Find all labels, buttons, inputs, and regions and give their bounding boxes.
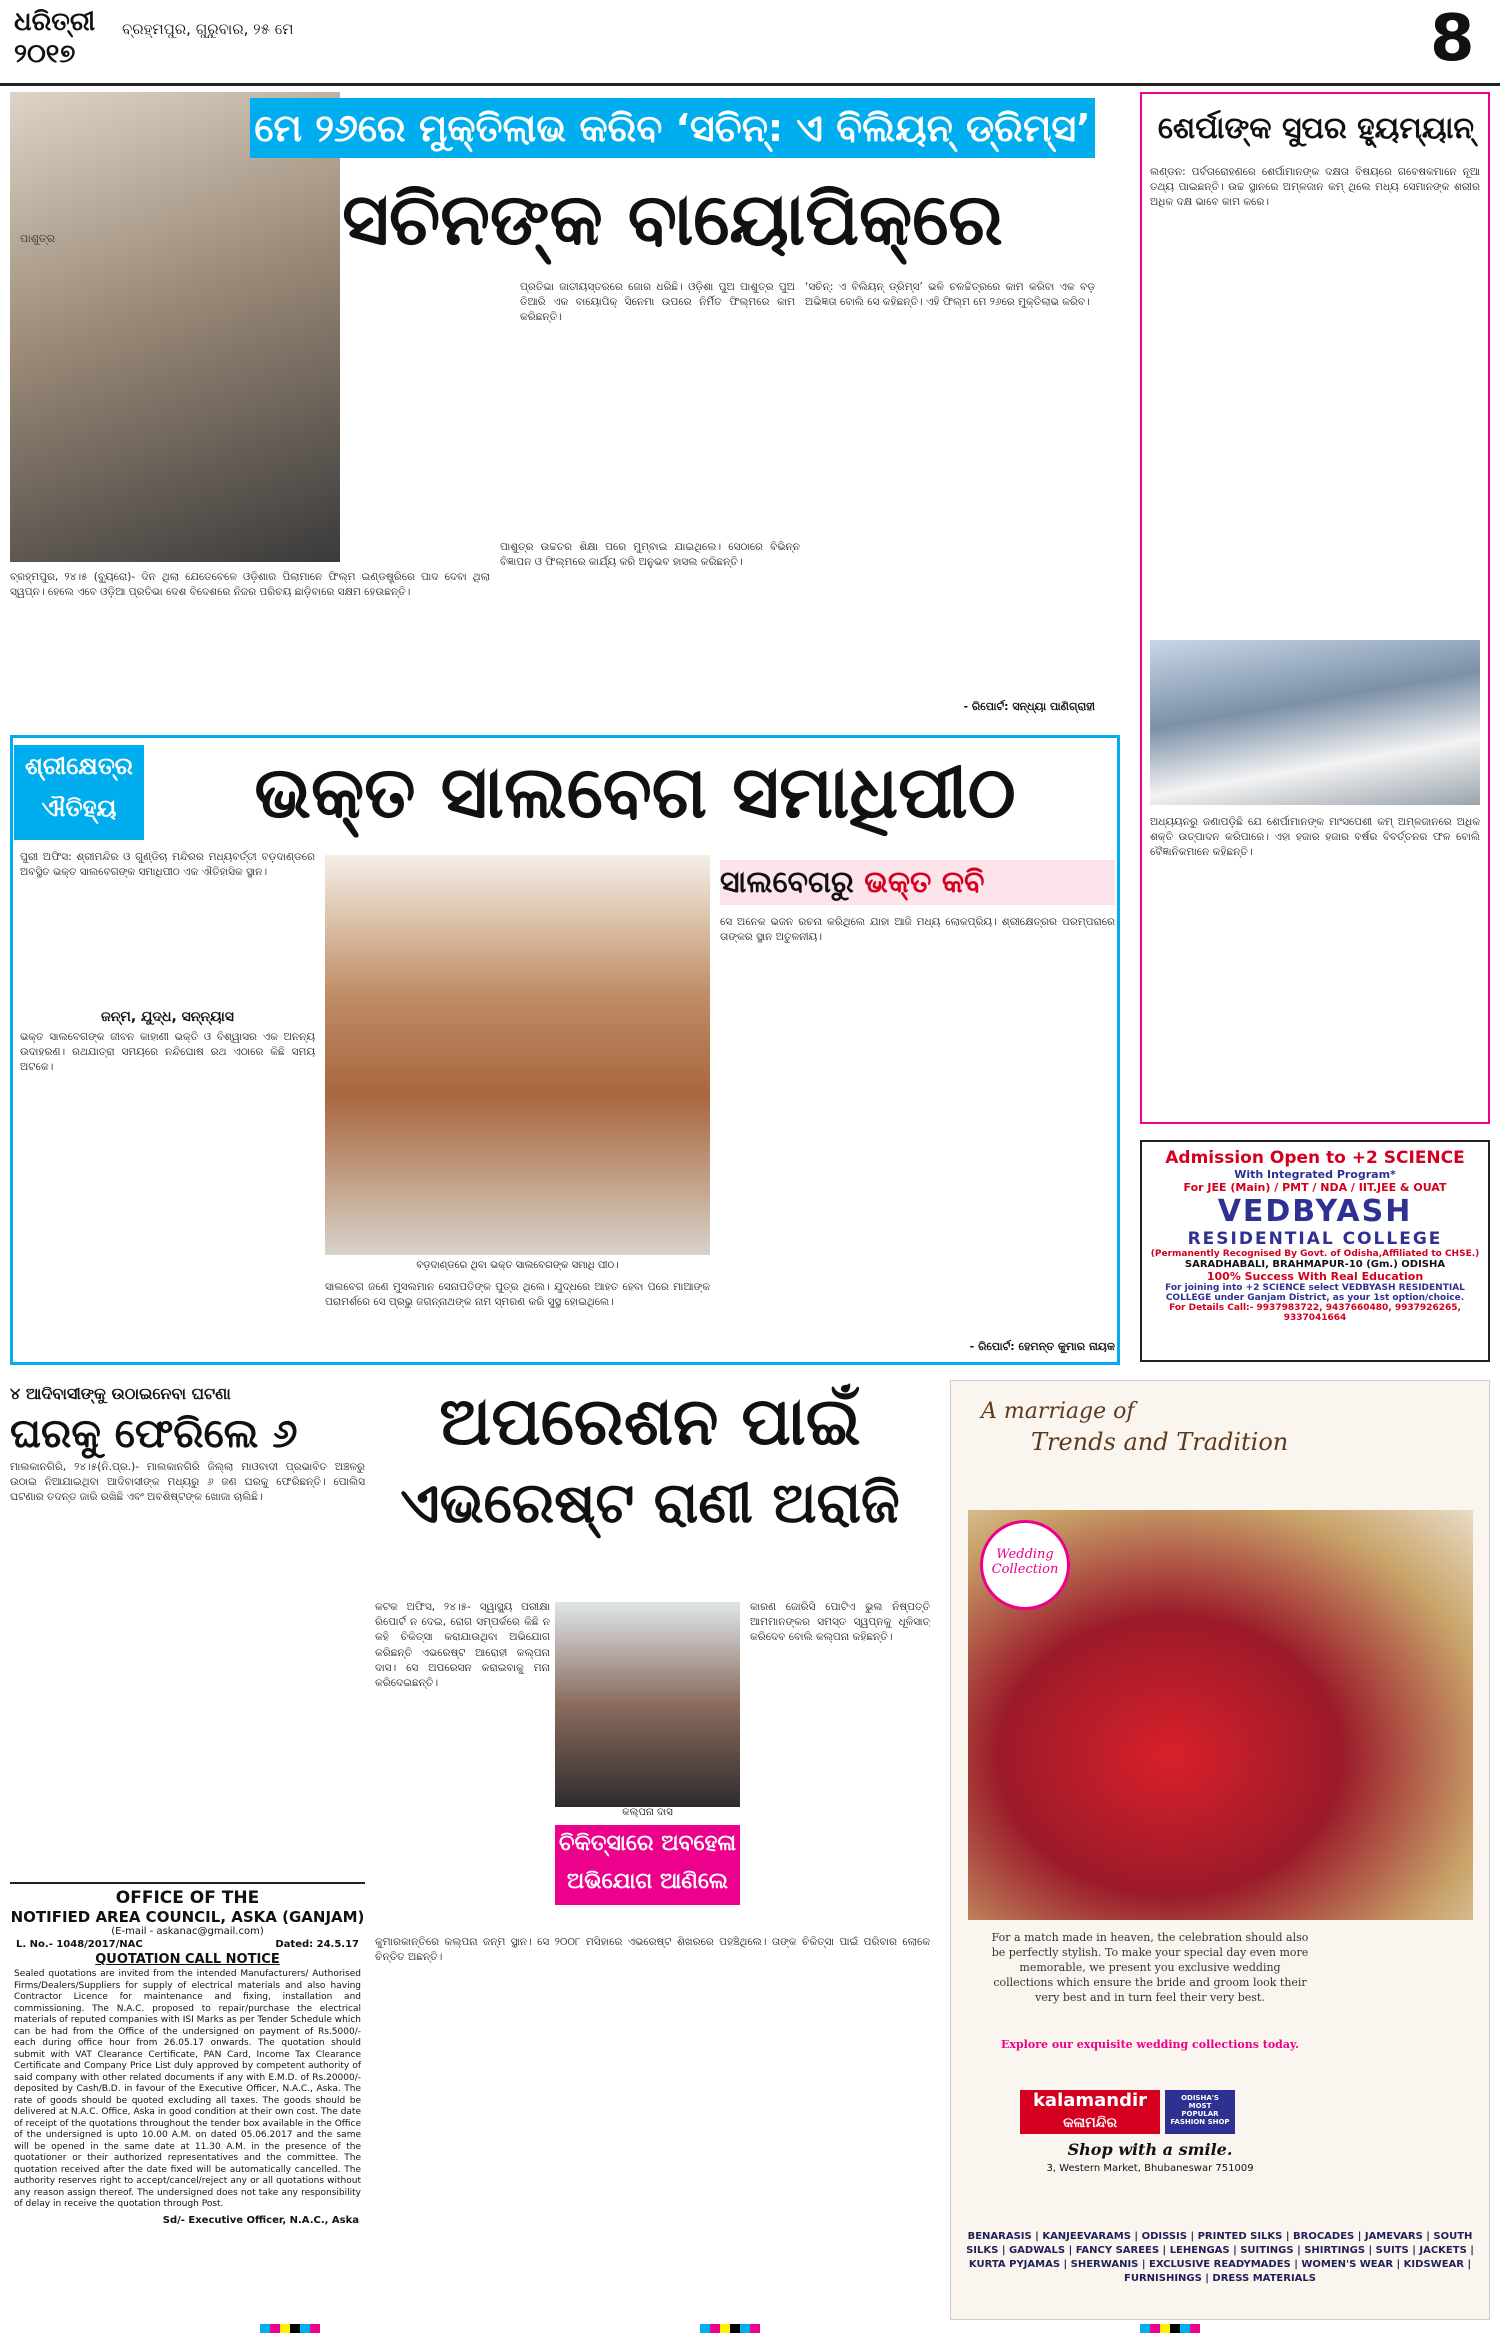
print-registration-strip	[0, 2322, 1500, 2335]
story1-banner: ମେ ୨୬ରେ ମୁକ୍ତିଲାଭ କରିବ ‘ସଚିନ୍: ଏ ବିଲିୟନ୍ ଡ୍ରିମ୍ସ’	[250, 98, 1095, 158]
ad-vedbyash-recognised: (Permanently Recognised By Govt. of Odisha,Affiliated to CHSE.)	[1150, 1249, 1480, 1259]
ad-wedding-badge: Wedding Collection	[980, 1520, 1070, 1610]
notice-title2: NOTIFIED AREA COUNCIL, ASKA (GANJAM)	[10, 1908, 365, 1926]
ad-vedbyash-success: 100% Success With Real Education	[1206, 1270, 1424, 1283]
ad-wedding-badge2: ODISHA'S MOST POPULAR FASHION SHOP	[1165, 2090, 1235, 2134]
story2-text2: ଅଧ୍ୟୟନରୁ ଜଣାପଡ଼ିଛି ଯେ ଶେର୍ପାମାନଙ୍କ ମାଂସପେଶୀ କମ୍ ଅମ୍ଳଜାନରେ ଅଧିକ ଶକ୍ତି ଉତ୍ପାଦନ କରିପାରେ। ଏହା ହଜାର ହଜାର ବର୍ଷର ବିବର୍ତ୍ତନର ଫଳ ବୋଲି ବୈଜ୍ଞାନିକମାନେ କହିଛନ୍ତି।	[1150, 816, 1480, 859]
dateline: ବ୍ରହ୍ମପୁର, ଗୁରୁବାର, ୨୫ ମେ	[122, 20, 294, 38]
story1-byline: - ରିପୋର୍ଟ: ସନ୍ଧ୍ୟା ପାଣିଗ୍ରାହୀ	[963, 700, 1095, 713]
ad-wedding-tagline2: Trends and Tradition	[1031, 1428, 1289, 1456]
story3-col1b	[20, 1030, 315, 1355]
ad-vedbyash-line1: Admission Open to +2 SCIENCE	[1165, 1148, 1465, 1168]
ad-wedding-brand	[1020, 2090, 1160, 2134]
story5-photo-caption: କଲ୍ପନା ଦାସ	[622, 1807, 673, 1818]
story1-photo	[10, 92, 340, 562]
story5-photo	[555, 1602, 740, 1807]
story3-byline: - ରିପୋର୍ଟ: ହେମନ୍ତ କୁମାର ନାୟକ	[969, 1340, 1115, 1353]
story1-col3	[500, 540, 800, 690]
story3-col1-text: ପୁରୀ ଅଫିସ: ଶ୍ରୀମନ୍ଦିର ଓ ଗୁଣ୍ଡିଚା ମନ୍ଦିରର ମଧ୍ୟବର୍ତ୍ତୀ ବଡ଼ଦାଣ୍ଡରେ ଅବସ୍ଥିତ ଭକ୍ତ ସାଲବେଗଙ୍କ ସମାଧିପୀଠ ଏକ ଐତିହାସିକ ସ୍ଥାନ।	[20, 851, 315, 879]
story5-col2	[750, 1600, 930, 1920]
notice-email: (E-mail - askanac@gmail.com)	[111, 1926, 264, 1937]
page-number: 8	[1430, 4, 1475, 74]
story3-col2-text: ସାଲବେଗ ଜଣେ ମୁସଲମାନ ସେନାପତିଙ୍କ ପୁତ୍ର ଥିଲେ। ଯୁଦ୍ଧରେ ଆହତ ହେବା ପରେ ମାଆଙ୍କ ପରାମର୍ଶରେ ସେ ପ୍ରଭୁ ଜଗନ୍ନାଥଙ୍କ ନାମ ସ୍ମରଣ କରି ସୁସ୍ଥ ହୋଇଥିଲେ।	[325, 1281, 710, 1309]
story1-headline: ସଚିନଙ୍କ ବାୟୋପିକ୍‌ରେ	[342, 177, 1003, 261]
color-bar-left	[260, 2324, 320, 2333]
logo-year: ୨୦୧୭	[14, 39, 76, 69]
ad-vedbyash	[1140, 1140, 1490, 1362]
story2-text-bottom	[1150, 815, 1480, 1115]
masthead	[0, 0, 1500, 86]
ad-vedbyash-contact: For Details Call:- 9937983722, 9437660480, 9937926265, 9337041664	[1169, 1303, 1461, 1323]
story5-col3	[375, 1935, 930, 2315]
ad-wedding-address: 3, Western Market, Bhubaneswar 751009	[1046, 2163, 1254, 2174]
story4-kicker: ୪ ଆଦିବାସୀଙ୍କୁ ଉଠାଇନେବା ଘଟଣା	[10, 1384, 231, 1403]
logo-name: ଧରିତ୍ରୀ	[14, 7, 96, 37]
color-bar-right	[1140, 2324, 1200, 2333]
story2-headline: ଶେର୍ପାଙ୍କ ସୁପର ହ୍ୟୁମ୍ୟାନ୍	[1157, 111, 1475, 146]
ad-vedbyash-join: For joining into +2 SCIENCE select VEDBYASH RESIDENTIAL COLLEGE under Ganjam District, as your 1st option/choice.	[1165, 1283, 1465, 1303]
quotation-notice	[10, 1882, 365, 2322]
story3-section-tag: ଶ୍ରୀକ୍ଷେତ୍ର ଐତିହ୍ୟ	[14, 745, 144, 840]
story3-subhead-left: ଜନ୍ମ, ଯୁଦ୍ଧ, ସନ୍ନ୍ୟାସ	[101, 1009, 234, 1025]
story3-photo-caption: ବଡ଼ଦାଣ୍ଡରେ ଥିବା ଭକ୍ତ ସାଲବେଗଙ୍କ ସମାଧି ପୀଠ।	[416, 1260, 619, 1271]
ad-wedding-brand-odia: କଳାମନ୍ଦିର	[1063, 2115, 1117, 2131]
story4	[10, 1380, 365, 1880]
notice-body: Sealed quotations are invited from the intended Manufacturers/ Authorised Firms/Dealers/Suppliers for supply of electrical materials and also having Contractor Licence for maintenance and fixing, installation and commissioning. The N.A.C. proposed to repair/purchase the electrical materials of reputed companies with ISI Marks as per Tender Schedule which can be had from the Office of the undersigned on payment of Rs.5000/- each during office hour from 26.05.17 onwards. The quotation should submit with VAT Clearance Certificate, PAN Card, Income Tax Clearance Certificate and Company Price List duly approved by competent authority of said company with other related documents if any with E.M.D. of Rs.20000/- deposited by Cash/B.D. in favour of the Executive Officer, N.A.C., Aska. The rate of goods should be quoted excluding all taxes. The goods should be delivered at N.A.C. Office, Aska in good condition at their own cost. The date of receipt of the quotations throughout the tender box available in the Office of the undersigned is upto 10.00 A.M. on dated 05.06.2017 and the same will be opened in the same date at 11.30 A.M. in the presence of the quotationer or their authorized representatives and the committee. The quotation received after the date fixed will be automatically cancelled. The authority reserves right to accept/cancel/reject any or all quotations without any reason assign thereof. The undersigned does not take any responsibility of delay in receive the quotation through Post.	[14, 1969, 361, 2209]
story5-col3-text: କୁମାରକାନ୍ତିରେ କଲ୍ପନା ଜନ୍ମ ସ୍ଥାନ। ସେ ୨୦୦୮ ମସିହାରେ ଏଭରେଷ୍ଟ ଶିଖରରେ ପହଞ୍ଚିଥିଲେ। ତାଙ୍କ ଚିକିତ୍ସା ପାଇଁ ପରିବାର ଲୋକେ ଚିନ୍ତିତ ଅଛନ୍ତି।	[375, 1936, 930, 1964]
story1-col4-text: ‘ସଚିନ୍: ଏ ବିଲିୟନ୍ ଡ୍ରିମ୍ସ’ ଭଳି ଚଳଚ୍ଚିତ୍ରରେ କାମ କରିବା ଏକ ବଡ଼ ଅଭିଜ୍ଞତା ବୋଲି ସେ କହିଛନ୍ତି। ଏହି ଫିଲ୍ମ ମେ ୨୬ରେ ମୁକ୍ତିଲାଭ କରିବ।	[805, 281, 1095, 309]
story3-col3	[720, 915, 1115, 1330]
ad-vedbyash-name2: RESIDENTIAL COLLEGE	[1187, 1229, 1443, 1249]
story5-col1	[375, 1600, 550, 1930]
story5-headline1: ଅପରେଶନ ପାଇଁ	[439, 1383, 861, 1460]
story3-headline: ଭକ୍ତ ସାଲବେଗ ସମାଧିପୀଠ	[254, 750, 1016, 834]
story5-col1-text: କଟକ ଅଫିସ, ୨୪।୫- ସ୍ୱାସ୍ଥ୍ୟ ପରୀକ୍ଷା ରିପୋର୍ଟ ନ ଦେଇ, ରୋଗ ସମ୍ପର୍କରେ କିଛି ନ କହି ଚିକିତ୍ସା କରାଯାଉଥିବା ଅଭିଯୋଗ କରିଛନ୍ତି ଏଭରେଷ୍ଟ ଆରୋହୀ କଲ୍ପନା ଦାସ। ସେ ଅପରେସନ କରାଇବାକୁ ମନା କରିଦେଇଛନ୍ତି।	[375, 1601, 550, 1690]
story3-col3-text: ସେ ଅନେକ ଭଜନ ରଚନା କରିଥିଲେ ଯାହା ଆଜି ମଧ୍ୟ ଲୋକପ୍ରିୟ। ଶ୍ରୀକ୍ଷେତ୍ରର ପରମ୍ପରାରେ ତାଙ୍କର ସ୍ଥାନ ଅତୁଳନୀୟ।	[720, 916, 1115, 944]
ad-vedbyash-line3: For JEE (Main) / PMT / NDA / IIT.JEE & OUAT	[1183, 1181, 1447, 1194]
newspaper-logo	[14, 6, 114, 78]
story2-text1: ଲଣ୍ଡନ: ପର୍ବତାରୋହଣରେ ଶେର୍ପାମାନଙ୍କ ଦକ୍ଷତା ବିଷୟରେ ଗବେଷକମାନେ ନୂଆ ତଥ୍ୟ ପାଇଛନ୍ତି। ଉଚ୍ଚ ସ୍ଥାନରେ ଅମ୍ଳଜାନ କମ୍ ଥିଲେ ମଧ୍ୟ ସେମାନଙ୍କ ଶରୀର ଅଧିକ ଦକ୍ଷ ଭାବେ କାମ କରେ।	[1150, 166, 1480, 209]
ad-wedding-explore: Explore our exquisite wedding collections today.	[1001, 2038, 1299, 2051]
story3-col2	[325, 1280, 710, 1340]
story3-col1	[20, 850, 315, 1000]
story1-col2	[520, 280, 795, 530]
story4-headline: ଘରକୁ ଫେରିଲେ ୬	[10, 1411, 298, 1457]
color-bar-middle	[700, 2324, 760, 2333]
ad-wedding-shop: Shop with a smile.	[1067, 2140, 1233, 2159]
story3-photo	[325, 855, 710, 1255]
story2-photo	[1150, 640, 1480, 805]
story3-subhead-right	[720, 860, 1115, 905]
notice-ref-row	[10, 1937, 365, 1952]
story1-col2-text: ପ୍ରତିଭା ଜାତୀୟସ୍ତରରେ ଜୋର ଧରିଛି। ଓଡ଼ିଶା ପୁଅ ପାଶୁତ୍ର ପୁଅ ତିଆରି ଏକ ବାୟୋପିକ୍ ସିନେମା ଉପରେ ନିର୍ମିତ ଫିଲ୍ମରେ କାମ କରିଛନ୍ତି।	[520, 281, 795, 324]
story3-col1b-text: ଭକ୍ତ ସାଲବେଗଙ୍କ ଜୀବନ କାହାଣୀ ଭକ୍ତି ଓ ବିଶ୍ୱାସର ଏକ ଅନନ୍ୟ ଉଦାହରଣ। ରଥଯାତ୍ରା ସମୟରେ ନନ୍ଦିଘୋଷ ରଥ ଏଠାରେ କିଛି ସମୟ ଅଟକେ।	[20, 1031, 315, 1074]
story1-col4	[805, 280, 1095, 530]
notice-heading: QUOTATION CALL NOTICE	[95, 1952, 280, 1967]
notice-signature: Sd/- Executive Officer, N.A.C., Aska	[162, 2214, 359, 2226]
story1-photo-credit: ପାଶୁତ୍ର	[20, 232, 56, 245]
story5-headline2: ଏଭରେଷ୍ଟ ରାଣୀ ଅରାଜି	[400, 1471, 900, 1536]
ad-wedding-copy: For a match made in heaven, the celebration should also be perfectly stylish. To make your special day even more memorable, we present you exclusive wedding collections which ensure the bride and groom look their very best and in turn feel their very best.	[991, 1931, 1309, 2004]
story3-subhead-right-a: ସାଲବେଗରୁ	[720, 865, 854, 900]
notice-ref: L. No.- 1048/2017/NAC	[16, 1939, 143, 1950]
story1-col1	[10, 570, 490, 690]
story1-col3-text: ପାଶୁତ୍ର ଉଚ୍ଚତର ଶିକ୍ଷା ପରେ ମୁମ୍ବାଇ ଯାଇଥିଲେ। ସେଠାରେ ବିଭିନ୍ନ ବିଜ୍ଞାପନ ଓ ଫିଲ୍ମରେ କାର୍ଯ୍ୟ କରି ଅନୁଭବ ହାସଲ କରିଛନ୍ତି।	[500, 541, 800, 569]
ad-vedbyash-line2: With Integrated Program*	[1234, 1168, 1396, 1181]
ad-wedding-brand-en: kalamandir	[1032, 2090, 1148, 2111]
story5-tag: ଚିକିତ୍ସାରେ ଅବହେଳା ଅଭିଯୋଗ ଆଣିଲେ	[555, 1825, 740, 1905]
notice-title: OFFICE OF THE	[115, 1888, 260, 1908]
story2-text-top	[1150, 165, 1480, 630]
ad-vedbyash-name: VEDBYASH	[1217, 1194, 1413, 1229]
ad-wedding-categories: BENARASIS | KANJEEVARAMS | ODISSIS | PRINTED SILKS | BROCADES | JAMEVARS | SOUTH SILKS | GADWALS | FANCY SAREES | LEHENGAS | SUITINGS | SHIRTINGS | SUITS | JACKETS | KURTA PYJAMAS | SHERWANIS | EXCLUSIVE READYMADES | WOMEN'S WEAR | KIDSWEAR | FURNISHINGS | DRESS MATERIALS	[966, 2231, 1474, 2284]
ad-wedding-tagline1: A marriage of	[981, 1399, 1135, 1424]
story5-col2-text: କାରଣ ଜୋରିସି ପୋଟିଏ ଭୁଲ ନିଷ୍ପତ୍ତି ଆମମାନଙ୍କର ସମସ୍ତ ସ୍ୱପ୍ନକୁ ଧୂଳିସାତ୍ କରିଦେବ ବୋଲି କଲ୍ପନା କହିଛନ୍ତି।	[750, 1601, 930, 1644]
story3-subhead-right-b: ଭକ୍ତ କବି	[864, 865, 985, 900]
ad-vedbyash-address: SARADHABALI, BRAHMAPUR-10 (Gm.) ODISHA	[1184, 1259, 1446, 1270]
notice-dated: Dated: 24.5.17	[275, 1939, 359, 1950]
story4-text: ମାଲକାନଗିରି, ୨୪।୫(ନି.ପ୍ର.)- ମାଲକାନଗିରି ଜିଲ୍ଲା ମାଓବାଦୀ ପ୍ରଭାବିତ ଅଞ୍ଚଳରୁ ଉଠାଇ ନିଆଯାଇଥିବା ଆଦିବାସୀଙ୍କ ମଧ୍ୟରୁ ୬ ଜଣ ଘରକୁ ଫେରିଛନ୍ତି। ପୋଲିସ ଘଟଣାର ତଦନ୍ତ ଜାରି ରଖିଛି ଏବଂ ଅବଶିଷ୍ଟଙ୍କ ଖୋଜା ଚାଲିଛି।	[10, 1461, 365, 1504]
story1-col1-text: ବ୍ରହ୍ମପୁର, ୨୪।୫ (ବ୍ୟୁରୋ)- ଦିନ ଥିଲା ଯେତେବେଳେ ଓଡ଼ିଶାର ପିଲାମାନେ ଫିଲ୍ମ ଇଣ୍ଡଷ୍ଟ୍ରିରେ ପାଦ ଦେବା ଥିଲା ସ୍ୱପ୍ନ। ହେଲେ ଏବେ ଓଡ଼ିଆ ପ୍ରତିଭା ଦେଶ ବିଦେଶରେ ନିଜର ପରିଚୟ ଛାଡ଼ିବାରେ ସକ୍ଷମ ହେଉଛନ୍ତି।	[10, 571, 490, 599]
